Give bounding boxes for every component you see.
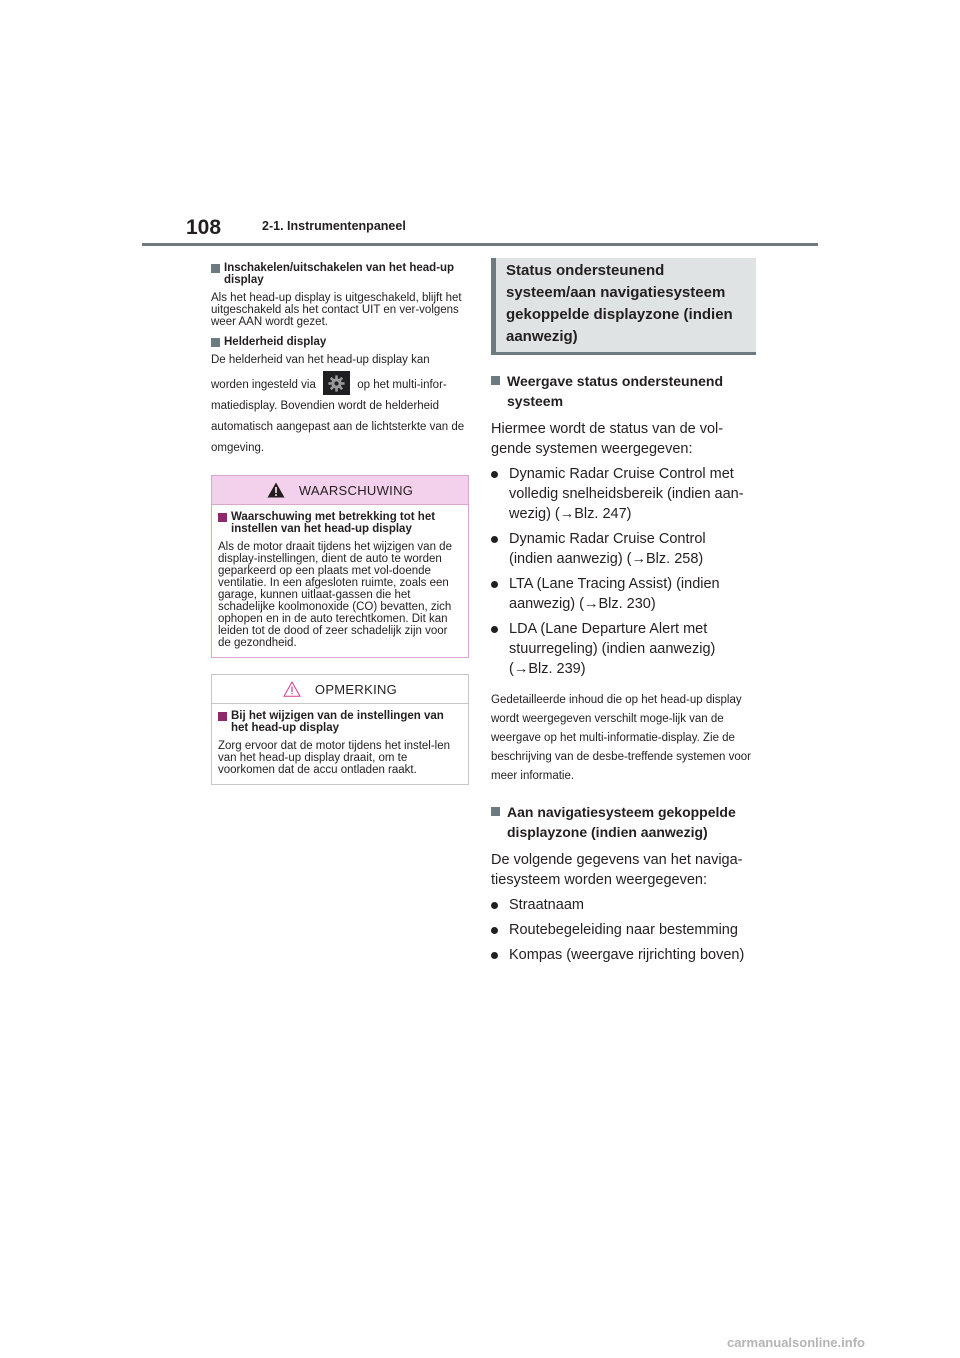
subsection-heading: Weergave status ondersteunend systeem (491, 371, 751, 411)
section-heading: Status ondersteunend systeem/aan navigatiesysteem gekoppelde displayzone (indien aanwezig) (506, 262, 733, 345)
list-item: Dynamic Radar Cruise Control (indien aanwezig) (→Blz. 258) (491, 529, 751, 569)
page-number: 108 (186, 216, 222, 239)
bullet-list (491, 895, 751, 965)
header-divider (142, 243, 818, 246)
list-item: LTA (Lane Tracing Assist) (indien aanwezig) (→Blz. 230) (491, 574, 751, 614)
right-column (491, 258, 751, 965)
list-item: Straatnaam (491, 895, 751, 915)
warning-title: WAARSCHUWING (298, 482, 414, 498)
watermark: carmanualsonline.info (727, 1335, 865, 1350)
section-title: 2-1. Instrumentenpaneel (262, 219, 406, 233)
left-column (211, 262, 469, 785)
subsection-heading: Helderheid display (211, 336, 469, 348)
square-bullet-icon (491, 376, 500, 385)
warning-text: Als de motor draait tijdens het wijzigen van de display-instellingen, dient de auto te worden geparkeerd op een plaats met vol-doende ventilatie. In een afgesloten ruimte, zoals een garage, kunnen uitlaat-gassen die het schadelijke koolmonoxide (CO) bevatten, zich ophopen en in de auto terechtkomen. Dit kan leiden tot de dood of zeer schadelijk zijn voor de gezondheid. (218, 541, 452, 649)
bullet-dot-icon (491, 927, 498, 934)
warning-triangle-icon (267, 482, 285, 498)
note-heading: Bij het wijzigen van de instellingen van het head-up display (218, 710, 462, 734)
square-bullet-icon (211, 264, 220, 273)
note-title: OPMERKING (314, 681, 398, 697)
note-text: Zorg ervoor dat de motor tijdens het instel-len van het head-up display draait, om te voorkomen dat de accu ontladen raakt. (218, 740, 451, 776)
caution-triangle-icon (283, 681, 301, 697)
bullet-dot-icon (491, 471, 498, 478)
note-header (212, 675, 468, 703)
section-heading-box (491, 258, 756, 355)
info-note: Gedetailleerde inhoud die op het head-up display wordt weergegeven verschilt moge-lijk van de weergave op het multi-informatie-display. Zie de beschrijving van de desbe-treffende systemen voor meer informatie. (491, 694, 751, 782)
list-item: Kompas (weergave rijrichting boven) (491, 945, 751, 965)
bullet-list (491, 464, 751, 679)
subsection-heading: Inschakelen/uitschakelen van het head-up display (211, 262, 469, 286)
note-box (211, 674, 469, 785)
bullet-dot-icon (491, 536, 498, 543)
square-bullet-icon (218, 712, 227, 721)
bullet-dot-icon (491, 626, 498, 633)
bullet-dot-icon (491, 952, 498, 959)
warning-header (212, 476, 468, 504)
bullet-dot-icon (491, 581, 498, 588)
warning-box (211, 475, 469, 658)
page-header (0, 0, 960, 250)
list-item: Routebegeleiding naar bestemming (491, 920, 751, 940)
list-item: Dynamic Radar Cruise Control met volledig snelheidsbereik (indien aan-wezig) (→Blz. 247) (491, 464, 751, 524)
square-bullet-icon (211, 338, 220, 347)
paragraph: Hiermee wordt de status van de vol-gende systemen weergegeven: (491, 421, 724, 457)
square-bullet-icon (491, 807, 500, 816)
subsection-body: Als het head-up display is uitgeschakeld, blijft het uitgeschakeld als het contact UIT en ver-volgens weer AAN wordt gezet. (211, 292, 462, 328)
square-bullet-icon (218, 513, 227, 522)
warning-heading: Waarschuwing met betrekking tot het instellen van het head-up display (218, 511, 462, 535)
bullet-dot-icon (491, 902, 498, 909)
subsection-heading: Aan navigatiesysteem gekoppelde displayzone (indien aanwezig) (491, 802, 751, 842)
subsection-body: De helderheid van het head-up display kan worden ingesteld via op het multi-infor-matiedisplay. Bovendien wordt de helderheid automatisch aangepast aan de lichtsterkte van de omgeving. (211, 354, 465, 454)
paragraph: De volgende gegevens van het naviga-tiesysteem worden weergegeven: (491, 852, 743, 888)
list-item: LDA (Lane Departure Alert met stuurregeling) (indien aanwezig) (→Blz. 239) (491, 619, 751, 679)
gear-icon (323, 371, 350, 395)
